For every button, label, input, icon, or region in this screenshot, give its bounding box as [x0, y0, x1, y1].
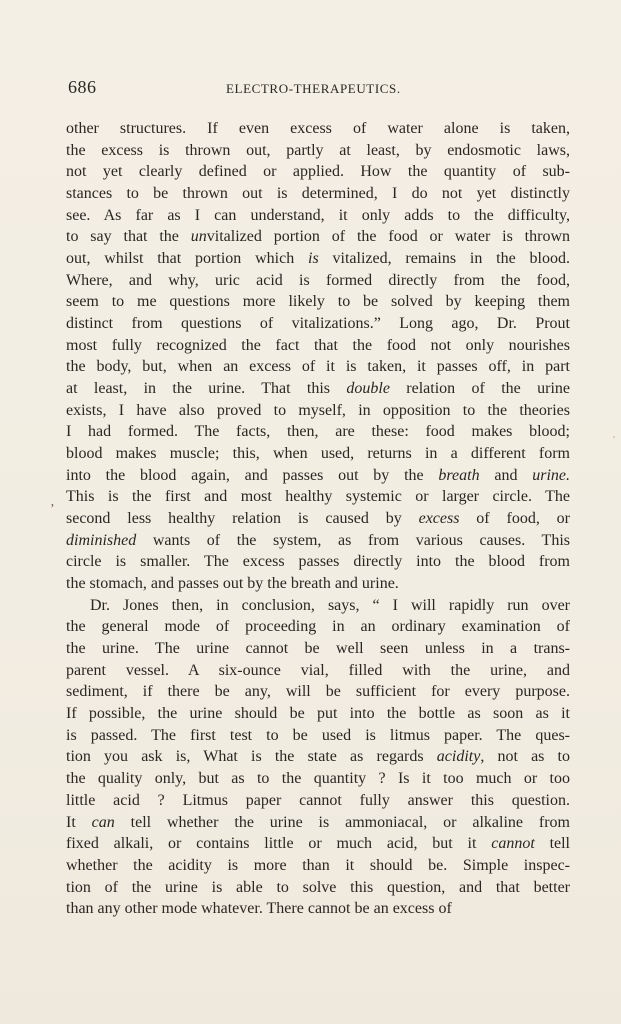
text-line: stances to be thrown out is determined, I do not yet distinctly	[66, 185, 570, 203]
text-line: parent vessel. A six-ounce vial, filled with the urine, and	[66, 661, 570, 679]
emphasis: breath	[438, 466, 480, 484]
text-segment: tion you ask is, What is the state as regards	[66, 748, 437, 766]
text-line: the body, but, when an excess of it is taken, it passes off, in part	[66, 358, 570, 376]
text-line: than any other mode whatever. There cannot be an excess of	[66, 900, 452, 918]
text-segment: fixed alkali, or contains little or much acid, but it	[66, 835, 492, 853]
text-line: other structures. If even excess of water alone is taken,	[66, 120, 570, 137]
text-segment: of food, or	[459, 510, 571, 528]
text-line	[66, 248, 570, 270]
text-segment: tell whether the urine is ammoniacal, or alkaline from	[114, 813, 570, 831]
text-line: If possible, the urine should be put into the bottle as soon as it	[66, 705, 570, 723]
page-number: 686	[68, 77, 97, 97]
text-line: little acid ? Litmus paper cannot fully answer this question.	[66, 791, 570, 809]
emphasis: un	[190, 228, 207, 246]
text-segment: relation of the urine	[389, 380, 570, 398]
text-segment: wants of the system, as from various causes. This	[136, 531, 570, 549]
text-segment: , not as to	[480, 748, 570, 766]
text-line: circle is smaller. The excess passes directly into the blood from	[66, 553, 570, 571]
text-line	[66, 226, 570, 248]
text-segment: at least, in the urine. That this	[66, 380, 347, 398]
text-segment: and	[479, 466, 533, 484]
text-segment: vitalized portion of the food or water is thrown	[206, 228, 570, 246]
text-line: the excess is thrown out, partly at least, by endosmotic laws,	[66, 141, 570, 159]
text-line	[66, 378, 570, 400]
text-segment: second less healthy relation is caused by	[66, 510, 419, 528]
margin-mark: ’	[612, 434, 616, 446]
emphasis: double	[346, 380, 390, 398]
body-text	[66, 118, 570, 920]
emphasis: can	[91, 813, 115, 831]
text-line	[66, 812, 570, 834]
text-line	[66, 530, 570, 552]
margin-mark: ’	[50, 502, 55, 517]
text-line	[66, 833, 570, 855]
running-head	[68, 77, 570, 101]
text-line	[66, 746, 570, 768]
text-segment: tell	[534, 835, 570, 853]
text-line: Dr. Jones then, in conclusion, says, “ I will rapidly run over	[90, 596, 570, 614]
text-line: tion of the urine is able to solve this question, and that better	[66, 878, 570, 896]
text-line	[66, 508, 570, 530]
text-line: not yet clearly defined or applied. How the quantity of sub-	[66, 163, 570, 181]
text-line: the stomach, and passes out by the breath and urine.	[66, 575, 399, 593]
emphasis: excess	[418, 510, 460, 528]
text-line: exists, I have also proved to myself, in opposition to the theories	[66, 401, 570, 419]
text-line: blood makes muscle; this, when used, returns in a different form	[66, 445, 570, 463]
text-line: I had formed. The facts, then, are these: food makes blood;	[66, 423, 570, 441]
text-segment: into the blood again, and passes out by the	[66, 466, 439, 484]
text-line: most fully recognized the fact that the food not only nourishes	[66, 336, 570, 354]
emphasis: acidity	[436, 748, 481, 766]
text-line: Where, and why, uric acid is formed directly from the food,	[66, 271, 570, 289]
text-line: This is the first and most healthy systemic or larger circle. The	[66, 488, 570, 506]
text-segment: out, whilst that portion which	[66, 250, 309, 268]
emphasis: diminished	[66, 531, 137, 549]
text-segment: It	[66, 813, 92, 831]
text-line: see. As far as I can understand, it only adds to the difficulty,	[66, 206, 570, 224]
text-line	[66, 465, 570, 487]
running-title: ELECTRO-THERAPEUTICS.	[226, 81, 401, 96]
text-segment: vitalized, remains in the blood.	[318, 250, 570, 268]
text-line: the quality only, but as to the quantity ? Is it too much or too	[66, 770, 570, 788]
text-line: the urine. The urine cannot be well seen unless in a trans-	[66, 640, 570, 658]
text-line: whether the acidity is more than it should be. Simple inspec-	[66, 856, 570, 874]
text-segment: to say that the	[66, 228, 191, 246]
text-line: sediment, if there be any, will be sufficient for every purpose.	[66, 683, 570, 701]
text-line: seem to me questions more likely to be solved by keeping them	[66, 293, 570, 311]
emphasis: urine.	[532, 466, 570, 484]
text-line: distinct from questions of vitalizations.” Long ago, Dr. Prout	[66, 315, 570, 333]
emphasis: is	[308, 250, 319, 268]
text-line: is passed. The first test to be used is litmus paper. The ques-	[66, 726, 570, 744]
emphasis: cannot	[491, 835, 535, 853]
text-line: the general mode of proceeding in an ordinary examination of	[66, 618, 570, 636]
